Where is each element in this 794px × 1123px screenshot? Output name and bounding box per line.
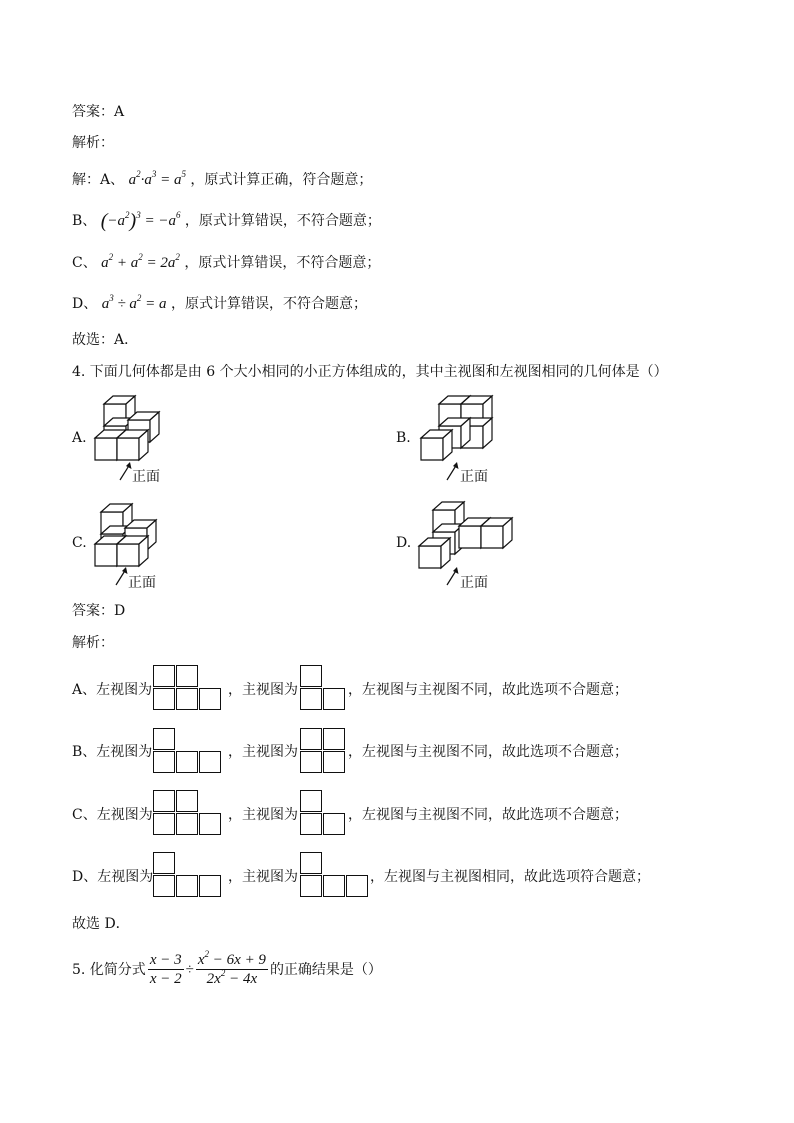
view-cell: [153, 852, 175, 874]
analysis-row-a: A、左视图为: [72, 682, 153, 698]
conclusion-line: 故选 D．: [72, 916, 130, 932]
option-d-figure: [412, 496, 522, 570]
view-cell: [300, 875, 322, 897]
view-cell: [199, 875, 221, 897]
view-cell: [176, 688, 198, 710]
view-cell: [153, 688, 175, 710]
view-cell: [300, 751, 322, 773]
fraction-1: $\frac{x - 3}{x - 2}$: [149, 952, 182, 987]
front-arrow-icon: [445, 565, 461, 587]
math-expression: $a^2 + a^2 = 2a^2$: [101, 252, 180, 271]
analysis-row-d: D、左视图为: [72, 869, 154, 885]
view-cell: [176, 875, 198, 897]
option-c-figure: [88, 496, 178, 570]
option-a-label: A.: [72, 430, 87, 446]
option-d-label: D.: [396, 535, 412, 551]
view-cell: [199, 688, 221, 710]
cube-shape: [419, 538, 450, 568]
view-cell: [199, 813, 221, 835]
view-cell: [300, 790, 322, 812]
front-arrow-icon: [445, 460, 461, 482]
view-cell: [300, 852, 322, 874]
math-expression: $a^3 \div a^2 = a$: [101, 293, 167, 312]
fraction-2: $\frac{x^2 - 6x + 9}{2x^2 - 4x}$: [197, 949, 266, 987]
option-b-label: B.: [396, 430, 411, 446]
analysis-label: 解析：: [72, 135, 114, 151]
view-cell: [199, 751, 221, 773]
view-cell: [153, 665, 175, 687]
front-label: 正面: [460, 469, 488, 485]
conclusion-line: 故选：A．: [72, 332, 139, 348]
view-cell: [323, 688, 345, 710]
view-cell: [323, 751, 345, 773]
front-label: 正面: [128, 575, 156, 591]
view-cell: [323, 728, 345, 750]
cube-shape: [117, 430, 148, 460]
view-cell: [323, 875, 345, 897]
solution-a: 解：A、 $a^2\cdot a^3 = a^5$ ，原式计算正确，符合题意；: [72, 169, 373, 188]
view-cell: [300, 665, 322, 687]
analysis-row-c: C、左视图为: [72, 807, 153, 823]
solution-c: C、 $a^2 + a^2 = 2a^2$ ，原式计算错误，不符合题意；: [72, 252, 381, 271]
cube-shape: [421, 430, 452, 460]
view-cell: [153, 751, 175, 773]
question-5-text: 5. 化简分式 $\frac{x - 3}{x - 2}$ ÷ $\frac{x^2 - 6x + 9}{2x^2 - 4x}$ 的正确结果是（）: [72, 949, 382, 987]
solution-d: D、 $a^3 \div a^2 = a$ ，原式计算错误，不符合题意；: [72, 293, 367, 312]
view-cell: [176, 751, 198, 773]
view-cell: [323, 813, 345, 835]
view-cell: [176, 790, 198, 812]
view-cell: [346, 875, 368, 897]
analysis-label: 解析：: [72, 635, 114, 651]
option-a-figure: [88, 392, 178, 466]
view-cell: [300, 728, 322, 750]
answer-line: 答案：D: [72, 603, 126, 619]
math-expression: $a^2\cdot a^3 = a^5$: [128, 169, 186, 188]
view-cell: [153, 728, 175, 750]
view-cell: [300, 813, 322, 835]
cube-shape: [117, 536, 148, 566]
view-cell: [176, 813, 198, 835]
analysis-row-b: B、左视图为: [72, 744, 153, 760]
view-cell: [153, 875, 175, 897]
view-cell: [153, 813, 175, 835]
option-b-figure: [412, 392, 502, 466]
view-cell: [176, 665, 198, 687]
view-cell: [153, 790, 175, 812]
cube-shape: [481, 518, 512, 548]
answer-line: 答案：A: [72, 104, 125, 120]
front-label: 正面: [460, 575, 488, 591]
solution-b: B、 $(-a^2)^3 = -a^6$ ，原式计算错误，不符合题意；: [72, 210, 381, 232]
option-c-label: C.: [72, 535, 87, 551]
front-label: 正面: [132, 469, 160, 485]
view-cell: [300, 688, 322, 710]
math-expression: $(-a^2)^3 = -a^6$: [100, 210, 181, 232]
question-4-text: 4. 下面几何体都是由 6 个大小相同的小正方体组成的，其中主视图和左视图相同的几何体是（）: [72, 364, 668, 380]
